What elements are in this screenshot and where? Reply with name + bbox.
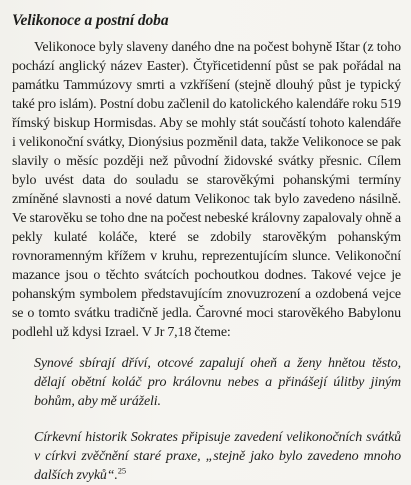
- bible-quote: Synové sbírají dříví, otcové zapalují oheň a ženy hnětou těsto, dělají obětní koláč pro královnu nebes a přinášejí úlitby jiným bohům, aby mě uráželi.: [34, 356, 401, 409]
- section-heading: Velikonoce a postní doba: [12, 12, 169, 29]
- historian-quote-text: Církevní historik Sokrates připisuje zavedení velikonočních svátků v církvi zvěčnění staré praxe, „stejně jako bylo zavedeno mnoho dalších zvyků“.: [34, 430, 401, 483]
- footnote-reference: 25: [117, 465, 126, 476]
- historian-quote: [12, 428, 401, 485]
- body-paragraph: Velikonoce byly slaveny daného dne na počest bohyně Ištar (z toho pochází anglický název Easter). Čtyřicetidenní půst se pak pořádal na památku Tammúzovy smrti a vzkříšení (stejně dlouhý půst je typický také pro islám). Postní dobu začlenil do katolického kalendáře roku 519 římský biskup Hormisdas. Aby se mohly stát součástí tohoto kalendáře i velikonoční svátky, Dionýsius pozměnil data, takže Velikonoce se pak slavily o měsíc později než původní židovské svátky přesnic. Cílem bylo uvést data do souladu se starověkými pohanskými termíny zmíněné slavnosti a nové datum Velikonoc tak bylo zavedeno násilně. Ve starověku se toho dne na počest nebeské královny zapalovaly ohně a pekly kulaté koláče, které se zdobily starověkým pohanským rovnoramenným křížem v kruhu, reprezentujícím slunce. Velikonoční mazance jsou o těchto svátcích pochoutkou dodnes. Takové vejce je pohanským symbolem představujícím znovuzrození a ozdobená vejce se o tomto svátku tradičně jedla. Čarovné moci starověkého Babylonu podlehl už kdysi Izrael. V Jr 7,18 čteme:: [12, 40, 401, 340]
